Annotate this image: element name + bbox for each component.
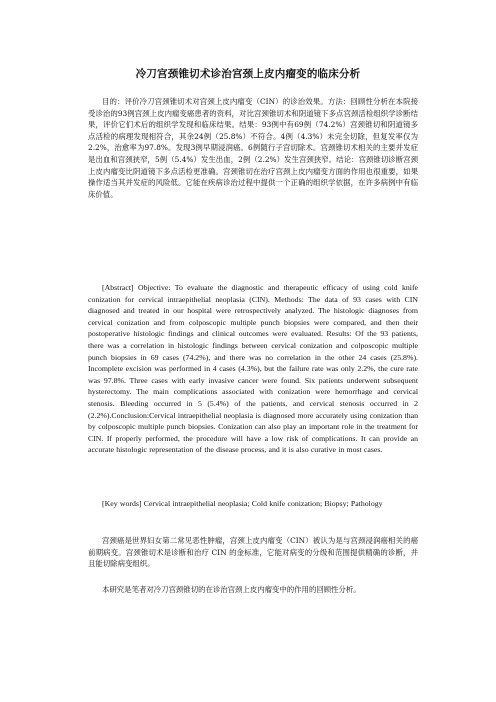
- abstract-chinese: 目的：评价冷刀宫颈锥切术对宫颈上皮内瘤变（CIN）的诊治效果。方法：回顾性分析在本院接受诊治的93例宫颈上皮内瘤变癌患者的资料，对比宫颈锥切术和阴道镜下多点宫颈活检组织学诊断结果，评价它们术后的组织学发现和临床结果。结果：93例中有69例（74.2%）宫颈锥切和阴道镜多点活检的病理发现相符合，其余24例（25.8%）不符合。4例（4.3%）未完全切除，但复发率仅为2.2%，治愈率为97.8%。发现3例早期浸润癌。6例随行子宫切除术。宫颈锥切术相关的主要并发症是出血和宫颈狭窄，5例（5.4%）发生出血，2例（2.2%）发生宫颈狭窄。结论：宫颈锥切诊断宫颈上皮内瘤变比阴道镜下多点活检更准确。宫颈锥切在治疗宫颈上皮内瘤变方面的作用也很重要，如果操作适当其并发症的风险低。它能在疾病诊治过程中提供一个正确的组织学依据，在许多病例中有临床价值。: [88, 97, 418, 199]
- paper-title: 冷刀宫颈锥切术诊治宫颈上皮内瘤变的临床分析: [135, 68, 361, 80]
- keywords: [Key words] Cervical intraepithelial neoplasia; Cold knife conization; Biopsy; Pathology: [102, 499, 383, 508]
- body-paragraph-1: 宫颈癌是世界妇女第二常见恶性肿瘤，宫颈上皮内瘤变（CIN）被认为是与宫颈浸润癌相关的癌前期病变。宫颈锥切术是诊断和治疗 CIN 的金标准，它能对病变的分级和范围提供精确的诊断，并且能切除病变组织。: [88, 536, 418, 569]
- abstract-english: [Abstract] Objective: To evaluate the diagnostic and therapeutic efficacy of using cold knife conization for cervical intraepithelial neoplasia (CIN). Methods: The data of 93 cases with CIN diagnosed and treated in our hospital were retrospectively analyzed. The histologic diagnoses from cervical conization and from colposcopic multiple punch biopsies were compared, and then their postoperative histologic findings and clinical outcomes were evaluated. Results: Of the 93 patients, there was a correlation in histologic findings between cervical conization and colposcopic multiple punch biopsies in 69 cases (74.2%), and there was no correlation in the other 24 cases (25.8%). Incomplete excision was performed in 4 cases (4.3%), but the failure rate was only 2.2%, the cure rate was 97.8%. Three cases with early invasive cancer were found. Six patients underwent subsequent hysterectomy. The main complications associated with conization were hemorrhage and cervical stenosis. Bleeding occurred in 5 (5.4%) of the patients, and cervical stenosis occurred in 2 (2.2%).Conclusion:Cervical intraepithelial neoplasia is diagnosed more accurately using conization than by colposcopic multiple punch biopsies. Conization can also play an important role in the treatment for CIN. If properly performed, the procedure will have a low risk of complications. It can provide an accurate histologic representation of the disease process, and it is also curative in most cases.: [88, 283, 418, 455]
- body-paragraph-2: 本研究是笔者对冷刀宫颈锥切的在诊治宫颈上皮内瘤变中的作用的回顾性分析。: [102, 585, 361, 594]
